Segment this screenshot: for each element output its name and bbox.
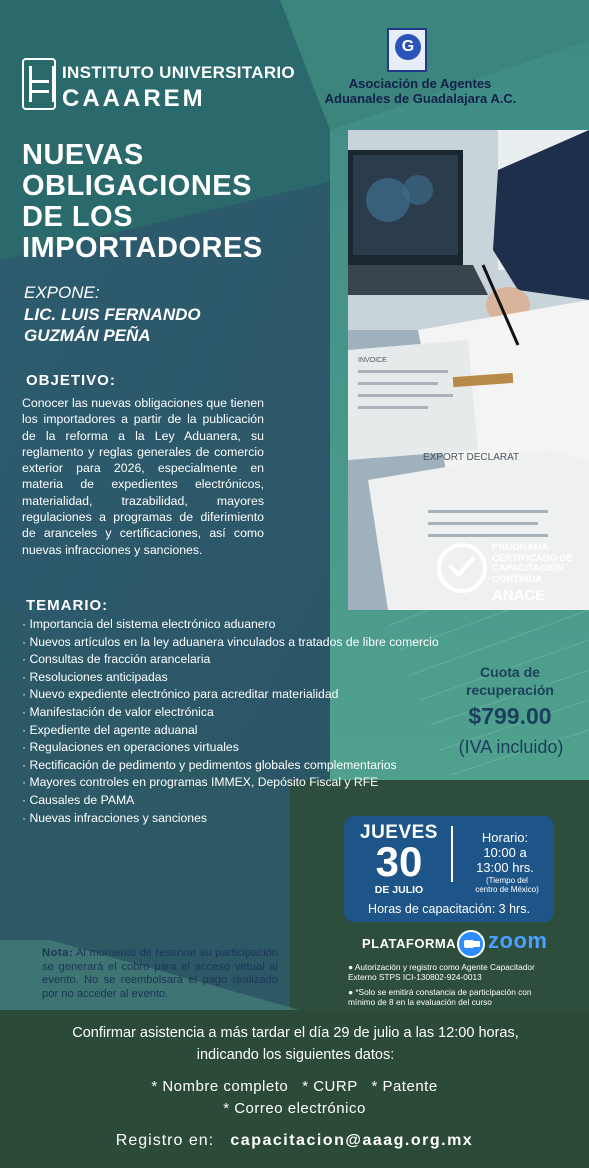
requirements-line: * Nombre completo * CURP * Patente: [151, 1078, 438, 1095]
business-photo: [348, 130, 589, 610]
speaker-name-line2: GUZMÁN PEÑA: [24, 326, 151, 345]
horario-start: 10:00 a: [483, 845, 527, 860]
zoom-logo: zoom: [488, 928, 548, 953]
registration-email-link[interactable]: capacitacion@aaag.org.mx: [230, 1132, 474, 1149]
temario-list: [22, 616, 492, 827]
event-day: 30: [375, 838, 423, 885]
platform-note-text: Autorización y registro como Agente Capacitador Externo STPS ICI-130802-924-0013: [348, 962, 535, 982]
title-line: NUEVAS: [22, 139, 144, 171]
temario-item: · Regulaciones en operaciones virtuales: [22, 739, 492, 757]
temario-item: · Importancia del sistema electrónico aduanero: [22, 616, 492, 634]
title-line: DE LOS: [22, 201, 133, 233]
association-logo-icon: G: [387, 28, 427, 72]
nota-text: Al momento de reservar su participación se generará el cobro para el acceso virtual al evento. No se reembolsará el pago realizado por no acceder al evento.: [42, 947, 278, 1000]
temario-item: · Causales de PAMA: [22, 792, 492, 810]
event-weekday: JUEVES: [360, 822, 438, 843]
temario-item: · Rectificación de pedimento y pedimentos globales complementarios: [22, 757, 492, 775]
platform-note: ● *Solo se emitirá constancia de participación con mínimo de 8 en la evaluación del curso: [348, 987, 532, 1007]
confirm-text: [18, 1022, 573, 1066]
event-title: [22, 140, 322, 264]
speaker-name: [24, 304, 284, 346]
timezone-line: (Tiempo del: [486, 876, 528, 885]
temario-item: · Consultas de fracción arancelaria: [22, 651, 492, 669]
confirm-line: Confirmar asistencia a más tardar el día 29 de julio a las 12:00 horas,: [72, 1025, 519, 1041]
price-label-line: Cuota de: [480, 664, 540, 680]
temario-item: · Nuevos artículos en la ley aduanera vinculados a tratados de libre comercio: [22, 634, 492, 652]
event-month: DE JULIO: [374, 884, 424, 896]
horario-timezone: [462, 876, 552, 894]
platform-note: ● Autorización y registro como Agente Capacitador Externo STPS ICI-130802-924-0013: [348, 962, 535, 982]
nota-label: Nota:: [42, 947, 74, 959]
price-amount: $799.00: [468, 703, 552, 729]
requirements-line: * Correo electrónico: [223, 1100, 366, 1117]
check-circle-icon: [437, 543, 487, 593]
temario-item: · Nuevo expediente electrónico para acreditar materialidad: [22, 686, 492, 704]
price-iva-note: (IVA incluido): [458, 737, 564, 757]
objetivo-text: Conocer las nuevas obligaciones que tienen los importadores a partir de la publicación de la reforma a la Ley Aduanera, su reglamento y reglas generales de comercio exterior para 2026, especialmente en materia de expedientes electrónicos, materialidad, trazabilidad, mayores regulaciones a programas de diferimiento de aranceles y certificaciones, así como nuevas infracciones y sanciones.: [22, 396, 264, 557]
registration-label: Registro en:: [115, 1132, 215, 1149]
badge-anace: ANACE: [492, 587, 546, 604]
temario-item: · Nuevas infracciones y sanciones: [22, 810, 492, 828]
institute-brand: CAAAREM: [62, 85, 206, 112]
price-label: [448, 663, 572, 699]
title-line: IMPORTADORES: [22, 232, 263, 264]
price-label-line: recuperación: [466, 682, 554, 698]
zoom-camera-icon: [457, 930, 485, 958]
date-divider: [451, 826, 453, 882]
caaarem-logo-icon: [22, 58, 56, 110]
objetivo-heading: OBJETIVO:: [26, 372, 116, 389]
badge-program-text: [492, 543, 582, 585]
svg-text:EXPORT DECLARAT: EXPORT DECLARAT: [423, 452, 520, 463]
temario-item: · Expediente del agente aduanal: [22, 722, 492, 740]
temario-item: · Resoluciones anticipadas: [22, 669, 492, 687]
speaker-name-line1: LIC. LUIS FERNANDO: [24, 305, 201, 324]
badge-line: CERTIFICADO DE: [492, 552, 573, 564]
badge-line: CAPACITACIÓN: [492, 563, 564, 574]
confirm-line: indicando los siguientes datos:: [196, 1047, 395, 1063]
duration: Horas de capacitación: 3 hrs.: [368, 902, 530, 916]
association-name-line2: Aduanales de Guadalajara A.C.: [324, 91, 517, 106]
institute-name: INSTITUTO UNIVERSITARIO: [62, 63, 295, 82]
svg-text:INVOICE: INVOICE: [358, 357, 387, 364]
speaker-label: EXPONE:: [24, 283, 100, 302]
badge-line: PROGRAMA: [492, 542, 549, 553]
badge-line: CONTINUA: [492, 573, 543, 585]
horario-label: Horario:: [481, 830, 529, 845]
title-line: OBLIGACIONES: [22, 170, 252, 202]
registration: [0, 1132, 589, 1150]
horario-end: 13:00 hrs.: [476, 860, 534, 875]
platform-note-text: *Solo se emitirá constancia de participación con mínimo de 8 en la evaluación del curso: [348, 987, 532, 1007]
temario-heading: TEMARIO:: [26, 597, 109, 614]
timezone-line: centro de México): [475, 885, 539, 894]
temario-item: · Manifestación de valor electrónica: [22, 704, 492, 722]
platform-label: PLATAFORMA: [362, 936, 457, 951]
association-name-line1: Asociación de Agentes: [348, 76, 492, 91]
temario-item: · Mayores controles en programas IMMEX, Depósito Fiscal y RFE: [22, 774, 492, 792]
nota-box: [42, 947, 278, 1001]
